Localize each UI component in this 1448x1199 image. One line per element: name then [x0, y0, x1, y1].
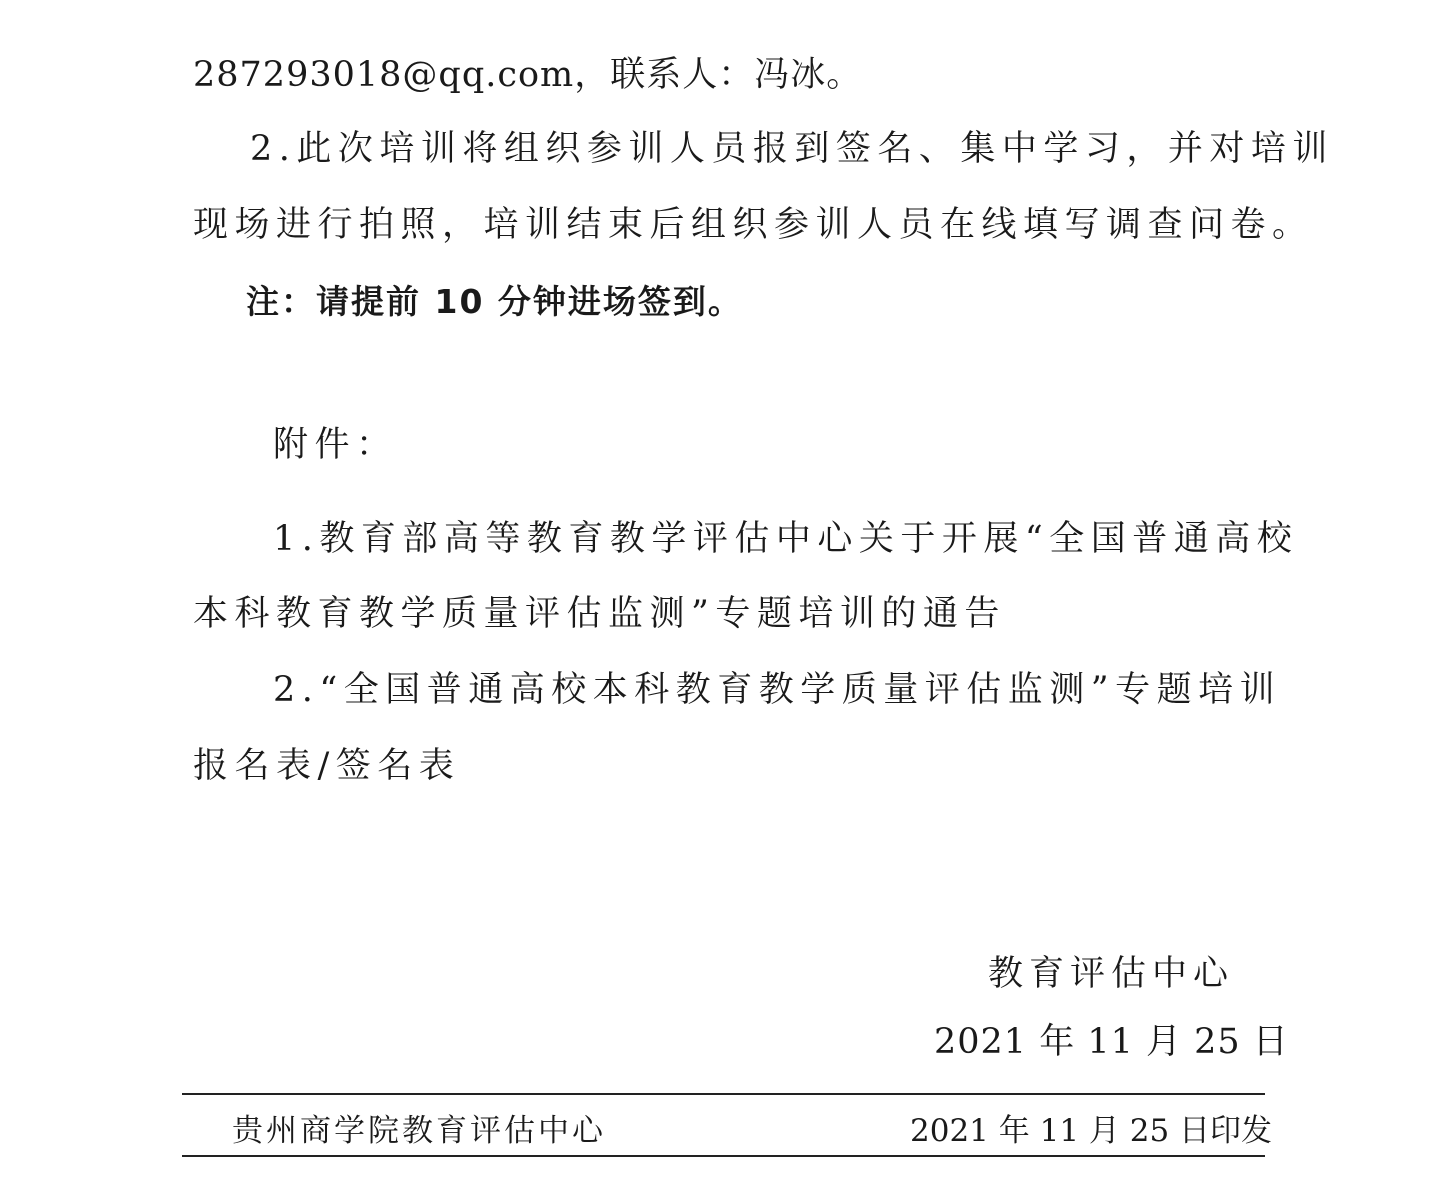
- attachment-2-line-2: 报名表/签名表: [193, 746, 461, 786]
- item-2-line-2: 现场进行拍照，培训结束后组织参训人员在线填写调查问卷。: [193, 205, 1314, 245]
- note-text: 注：请提前 10 分钟进场签到。: [246, 282, 743, 321]
- signature-organization: 教育评估中心: [988, 954, 1235, 994]
- attachment-1-line-1: 1.教育部高等教育教学评估中心关于开展“全国普通高校: [273, 519, 1299, 559]
- contact-line: 287293018@qq.com，联系人：冯冰。: [193, 55, 863, 95]
- attachment-1-line-2: 本科教育教学质量评估监测”专题培训的通告: [193, 594, 1006, 634]
- attachment-2-line-1: 2.“全国普通高校本科教育教学质量评估监测”专题培训: [273, 670, 1282, 710]
- footer-bottom-rule: [182, 1155, 1265, 1157]
- item-2-line-1: 2.此次培训将组织参训人员报到签名、集中学习，并对培训: [250, 129, 1334, 169]
- footer-top-rule: [182, 1093, 1265, 1095]
- attachments-heading: 附件：: [273, 425, 398, 465]
- footer-issuer: 贵州商学院教育评估中心: [232, 1113, 606, 1149]
- footer-issue-date: 2021 年 11 月 25 日印发: [910, 1113, 1273, 1149]
- signature-date: 2021 年 11 月 25 日: [934, 1022, 1289, 1062]
